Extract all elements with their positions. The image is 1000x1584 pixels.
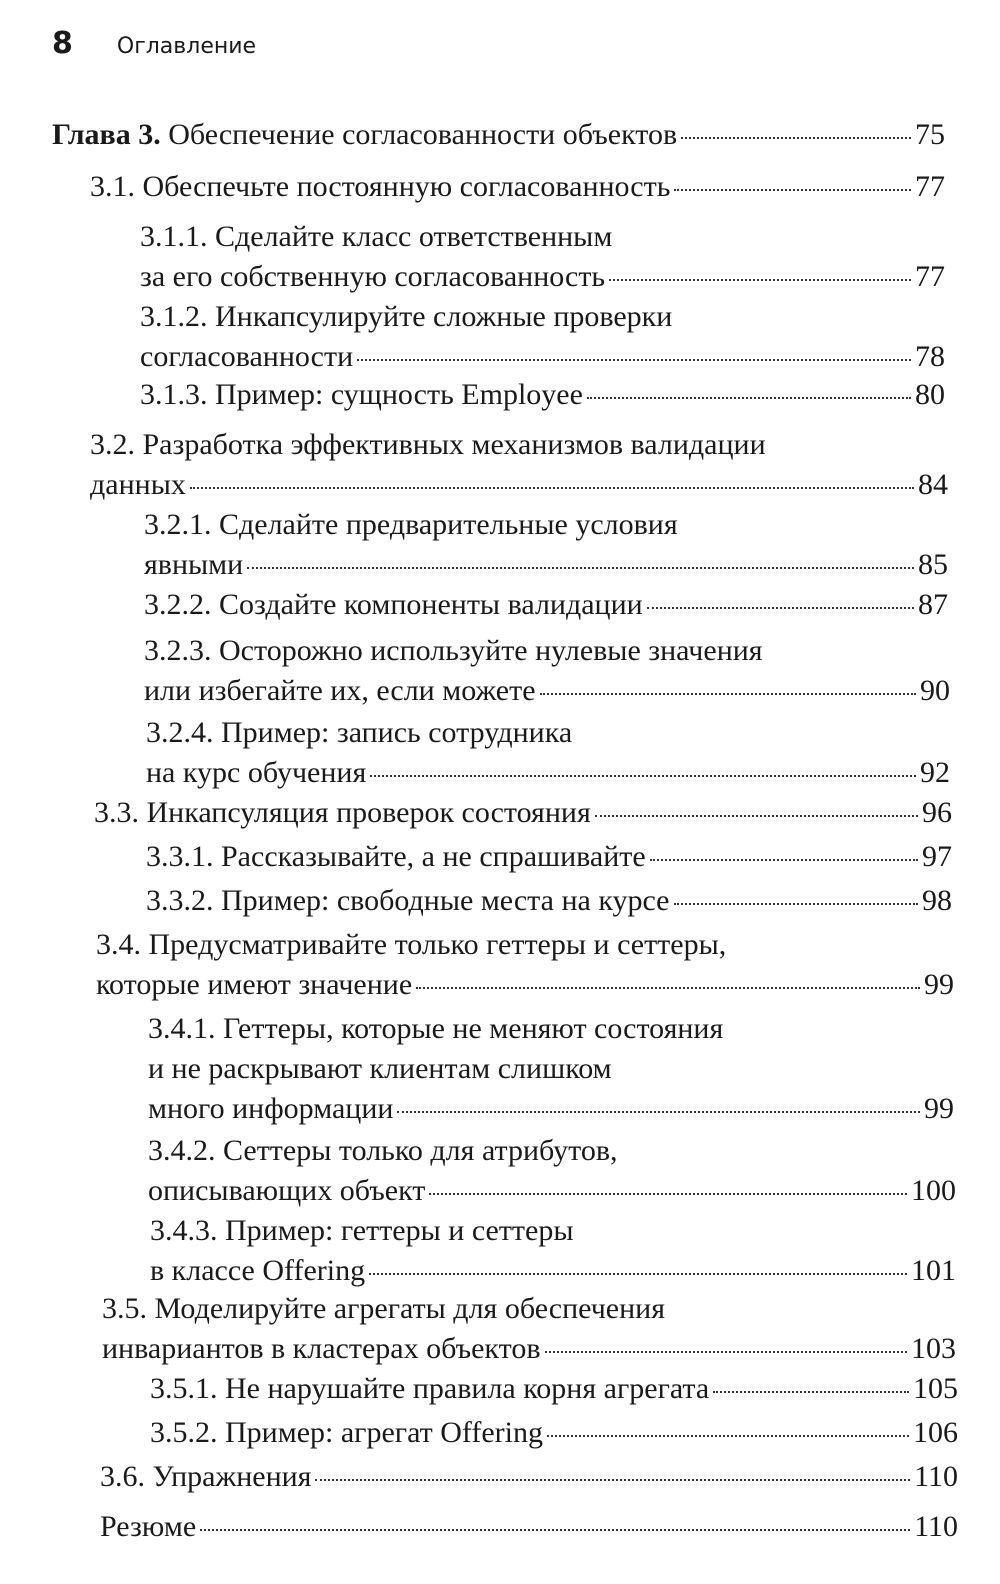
chapter-label: Глава 3. (52, 118, 169, 151)
toc-page-number[interactable]: 77 (915, 170, 945, 203)
toc-page-number[interactable]: 77 (915, 260, 945, 293)
toc-entry-line (100, 1510, 958, 1550)
toc-entry-line (140, 340, 945, 380)
toc-page-number[interactable]: 85 (918, 548, 948, 581)
dot-leader (650, 859, 918, 861)
toc-entry-text: описывающих объект (148, 1174, 426, 1207)
page-header (52, 26, 256, 70)
toc-page-number[interactable]: 98 (922, 884, 952, 917)
toc-entry (140, 220, 945, 300)
toc-entry (144, 508, 948, 588)
toc-entry (150, 1416, 958, 1456)
toc-entry (150, 1214, 956, 1294)
toc-entry-line (148, 1092, 954, 1132)
toc-entry-line (144, 548, 948, 588)
toc-entry-text: 3.5.2. Пример: агрегат Offering (150, 1416, 543, 1449)
toc-entry-text: 3.4.2. Сеттеры только для атрибутов, (148, 1134, 618, 1167)
toc-page-number[interactable]: 105 (913, 1372, 958, 1405)
toc-entry-line (146, 756, 950, 796)
toc-entry (140, 378, 945, 418)
dot-leader (681, 137, 911, 139)
toc-entry-line (102, 1292, 956, 1332)
toc-entry-text: 3.1.3. Пример: сущность Employee (140, 378, 583, 411)
toc-entry-text: много информации (148, 1092, 394, 1125)
toc-page-number[interactable]: 92 (920, 756, 950, 789)
toc-entry-text: 3.1. Обеспечьте постоянную согласованность (90, 170, 671, 203)
dot-leader (369, 1273, 907, 1275)
toc-entry (140, 300, 945, 380)
toc-entry (150, 1372, 958, 1412)
toc-entry-text: согласованности (140, 340, 354, 373)
toc-entry-line (146, 840, 952, 880)
toc-page-number[interactable]: 103 (911, 1332, 956, 1365)
toc-page-number[interactable]: 90 (920, 674, 950, 707)
toc-entry-line (144, 634, 950, 674)
toc-entry-line (100, 1460, 958, 1500)
toc-entry-text: 3.2.1. Сделайте предварительные условия (144, 508, 678, 541)
toc-entry-text: 3.4.3. Пример: геттеры и сеттеры (150, 1214, 574, 1247)
dot-leader (247, 567, 914, 569)
toc-page-number[interactable]: 106 (913, 1416, 958, 1449)
toc-entry-text: 3.3.1. Рассказывайте, а не спрашивайте (146, 840, 646, 873)
toc-entry (100, 1510, 958, 1550)
toc-entry-text: Резюме (100, 1510, 197, 1543)
toc-page-number[interactable]: 96 (922, 796, 952, 829)
toc-entry-text: 3.2. Разработка эффективных механизмов валидации (90, 428, 766, 461)
toc-entry-line (150, 1372, 958, 1412)
toc-entry-text: инвариантов в кластерах объектов (102, 1332, 541, 1365)
toc-entry-line (144, 674, 950, 714)
toc-entry-line (150, 1416, 958, 1456)
toc-entry-text: 3.3. Инкапсуляция проверок состояния (94, 796, 591, 829)
toc-entry-line (148, 1134, 956, 1174)
dot-leader (674, 903, 919, 905)
toc-page-number[interactable]: 99 (924, 968, 954, 1001)
toc-page-number[interactable]: 110 (914, 1460, 958, 1493)
page-number: 8 (52, 26, 73, 61)
toc-entry-text: 3.2.3. Осторожно используйте нулевые значения (144, 634, 763, 667)
dot-leader (416, 987, 920, 989)
dot-leader (647, 607, 914, 609)
dot-leader (545, 1351, 908, 1353)
toc-entry-line (96, 928, 954, 968)
toc-entry (94, 796, 952, 836)
toc-entry-line (144, 588, 948, 628)
toc-entry-line (148, 1012, 954, 1052)
running-title: Оглавление (116, 34, 257, 59)
toc-entry-text: в классе Offering (150, 1254, 366, 1287)
toc-entry-text: 3.6. Упражнения (100, 1460, 312, 1493)
toc-entry (146, 884, 952, 924)
toc-page-number[interactable]: 75 (915, 118, 945, 151)
toc-entry-text: 3.4. Предусматривайте только геттеры и сеттеры, (96, 928, 727, 961)
toc-entry (52, 118, 945, 158)
toc-entry-text: 3.2.2. Создайте компоненты валидации (144, 588, 643, 621)
toc-entry-text: за его собственную согласованность (140, 260, 606, 293)
toc-entry (102, 1292, 956, 1372)
toc-page-number[interactable]: 100 (911, 1174, 956, 1207)
toc-page-number[interactable]: 101 (911, 1254, 956, 1287)
dot-leader (595, 815, 918, 817)
dot-leader (315, 1479, 910, 1481)
toc-entry-line (90, 428, 948, 468)
toc-entry-line (140, 220, 945, 260)
toc-entry-text: явными (144, 548, 244, 581)
toc-entry-text: 3.5. Моделируйте агрегаты для обеспечения (102, 1292, 666, 1325)
toc-entry-line (146, 716, 950, 756)
toc-page-number[interactable]: 80 (915, 378, 945, 411)
toc-entry-text: 3.1.1. Сделайте класс ответственным (140, 220, 613, 253)
toc-entry (96, 928, 954, 1008)
toc-entry-line (140, 378, 945, 418)
toc-entry-text: и не раскрывают клиентам слишком (148, 1052, 612, 1085)
toc-entry-text: 3.5.1. Не нарушайте правила корня агрегата (150, 1372, 710, 1405)
toc-entry-line (96, 968, 954, 1008)
toc-entry-line (148, 1052, 954, 1092)
toc-page-number[interactable]: 97 (922, 840, 952, 873)
toc-entry-text: 3.4.1. Геттеры, которые не меняют состояния (148, 1012, 724, 1045)
toc-entry (148, 1012, 954, 1132)
toc-entry-line (146, 884, 952, 924)
dot-leader (200, 1529, 910, 1531)
toc-entry-line (148, 1174, 956, 1214)
dot-leader (370, 775, 916, 777)
toc-entry (148, 1134, 956, 1214)
dot-leader (429, 1193, 907, 1195)
toc-entry-line (144, 508, 948, 548)
toc-entry-line (90, 170, 945, 210)
toc-entry (90, 170, 945, 210)
toc-entry (146, 840, 952, 880)
toc-entry-line (52, 118, 945, 158)
toc-entry-text: 3.2.4. Пример: запись сотрудника (146, 716, 573, 749)
toc-page-number[interactable]: 110 (914, 1510, 958, 1543)
toc-entry (144, 634, 950, 714)
dot-leader (547, 1435, 909, 1437)
toc-entry-text: данных (90, 468, 186, 501)
toc-page-number[interactable]: 99 (924, 1092, 954, 1125)
toc-entry-line (94, 796, 952, 836)
toc-entry (100, 1460, 958, 1500)
dot-leader (609, 279, 911, 281)
toc-page-number[interactable]: 78 (915, 340, 945, 373)
toc-entry-text: 3.3.2. Пример: свободные места на курсе (146, 884, 670, 917)
toc-page-number[interactable]: 87 (918, 588, 948, 621)
toc-entry-line (140, 260, 945, 300)
toc-entry (146, 716, 950, 796)
toc-page-number[interactable]: 84 (918, 468, 948, 501)
toc-entry-line (140, 300, 945, 340)
toc-entry-text: которые имеют значение (96, 968, 413, 1001)
toc-entry (144, 588, 948, 628)
toc-entry-line (150, 1214, 956, 1254)
dot-leader (540, 693, 916, 695)
dot-leader (397, 1111, 920, 1113)
toc-entry-line (150, 1254, 956, 1294)
dot-leader (713, 1391, 909, 1393)
dot-leader (190, 487, 914, 489)
dot-leader (674, 189, 911, 191)
toc-entry-text: на курс обучения (146, 756, 367, 789)
dot-leader (357, 359, 911, 361)
toc-entry-text: Глава 3. Обеспечение согласованности объектов (52, 118, 678, 151)
toc-entry (90, 428, 948, 508)
toc-entry-text: или избегайте их, если можете (144, 674, 536, 707)
toc-entry-line (90, 468, 948, 508)
toc-entry-text: 3.1.2. Инкапсулируйте сложные проверки (140, 300, 673, 333)
toc-entry-line (102, 1332, 956, 1372)
dot-leader (587, 397, 911, 399)
